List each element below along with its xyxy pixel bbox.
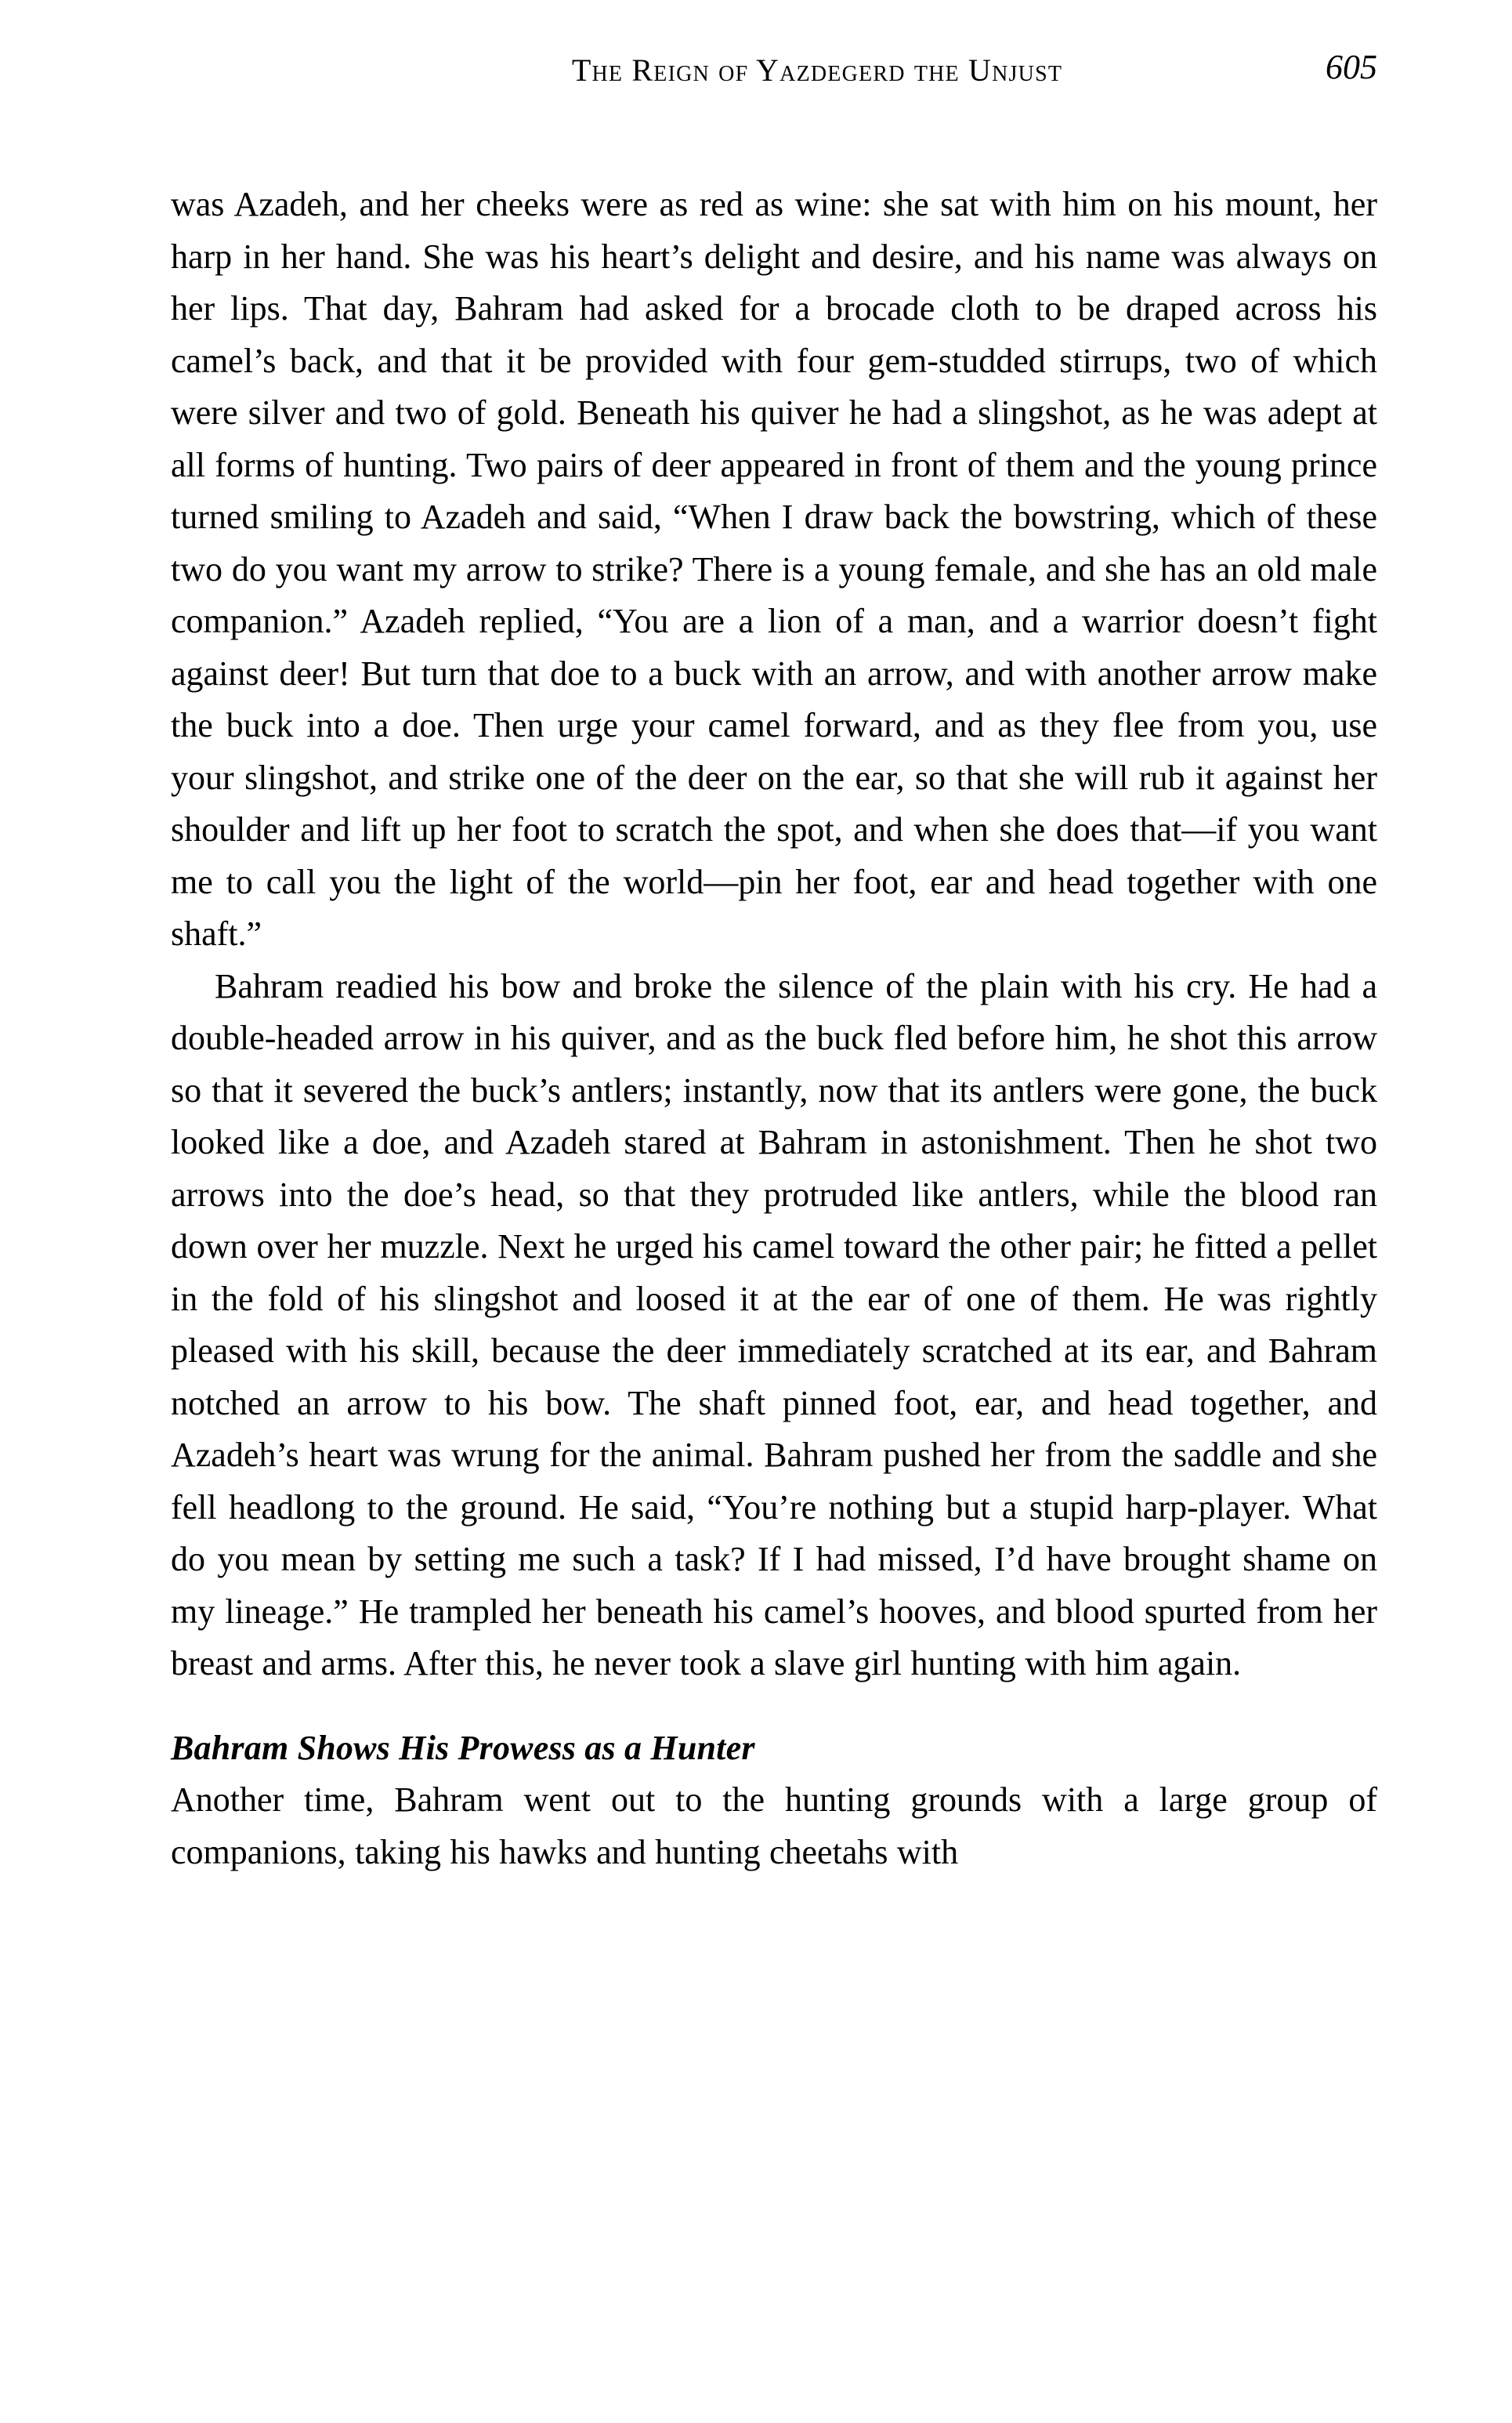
- paragraph-bahram-bow: Bahram readied his bow and broke the silence of the plain with his cry. He had a double-headed arrow in his quiver, and as the buck fled before him, he shot this arrow so that it severed the buck’s antlers; instantly, now that its antlers were gone, the buck looked like a doe, and Azadeh stared at Bahram in astonishment. Then he shot two arrows into the doe’s head, so that they protruded like antlers, while the blood ran down over her muzzle. Next he urged his camel toward the other pair; he fitted a pellet in the fold of his slingshot and loosed it at the ear of one of them. He was rightly pleased with his skill, because the deer immediately scratched at its ear, and Bahram notched an arrow to his bow. The shaft pinned foot, ear, and head together, and Azadeh’s heart was wrung for the animal. Bahram pushed her from the saddle and she fell headlong to the ground. He said, “You’re nothing but a stupid harp-player. What do you mean by setting me such a task? If I had missed, I’d have brought shame on my lineage.” He trampled her beneath his camel’s hooves, and blood spurted from her breast and arms. After this, he never took a slave girl hunting with him again.: [171, 966, 1377, 1682]
- text-block: [171, 179, 1377, 1878]
- paragraph-azadeh-continued: was Azadeh, and her cheeks were as red as wine: she sat with him on his mount, her harp in her hand. She was his heart’s delight and desire, and his name was always on her lips. That day, Bahram had asked for a brocade cloth to be draped across his camel’s back, and that it be provided with four gem-studded stirrups, two of which were silver and two of gold. Beneath his quiver he had a slingshot, as he was adept at all forms of hunting. Two pairs of deer appeared in front of them and the young prince turned smiling to Azadeh and said, “When I draw back the bowstring, which of these two do you want my arrow to strike? There is a young female, and she has an old male companion.” Azadeh replied, “You are a lion of a man, and a warrior doesn’t fight against deer! But turn that doe to a buck with an arrow, and with another arrow make the buck into a doe. Then urge your camel forward, and as they flee from you, use your slingshot, and strike one of the deer on the ear, so that she will rub it against her shoulder and lift up her foot to scratch the spot, and when she does that—if you want me to call you the light of the world—pin her foot, ear and head together with one shaft.”: [171, 185, 1377, 953]
- section-heading: Bahram Shows His Prowess as a Hunter: [171, 1728, 755, 1767]
- page-number: 605: [1326, 48, 1377, 86]
- running-head: [171, 49, 1377, 103]
- running-head-title: The Reign of Yazdegerd the Unjust: [571, 53, 1063, 88]
- paragraph-another-time: Another time, Bahram went out to the hunting grounds with a large group of companions, taking his hawks and hunting cheetahs with: [171, 1780, 1377, 1871]
